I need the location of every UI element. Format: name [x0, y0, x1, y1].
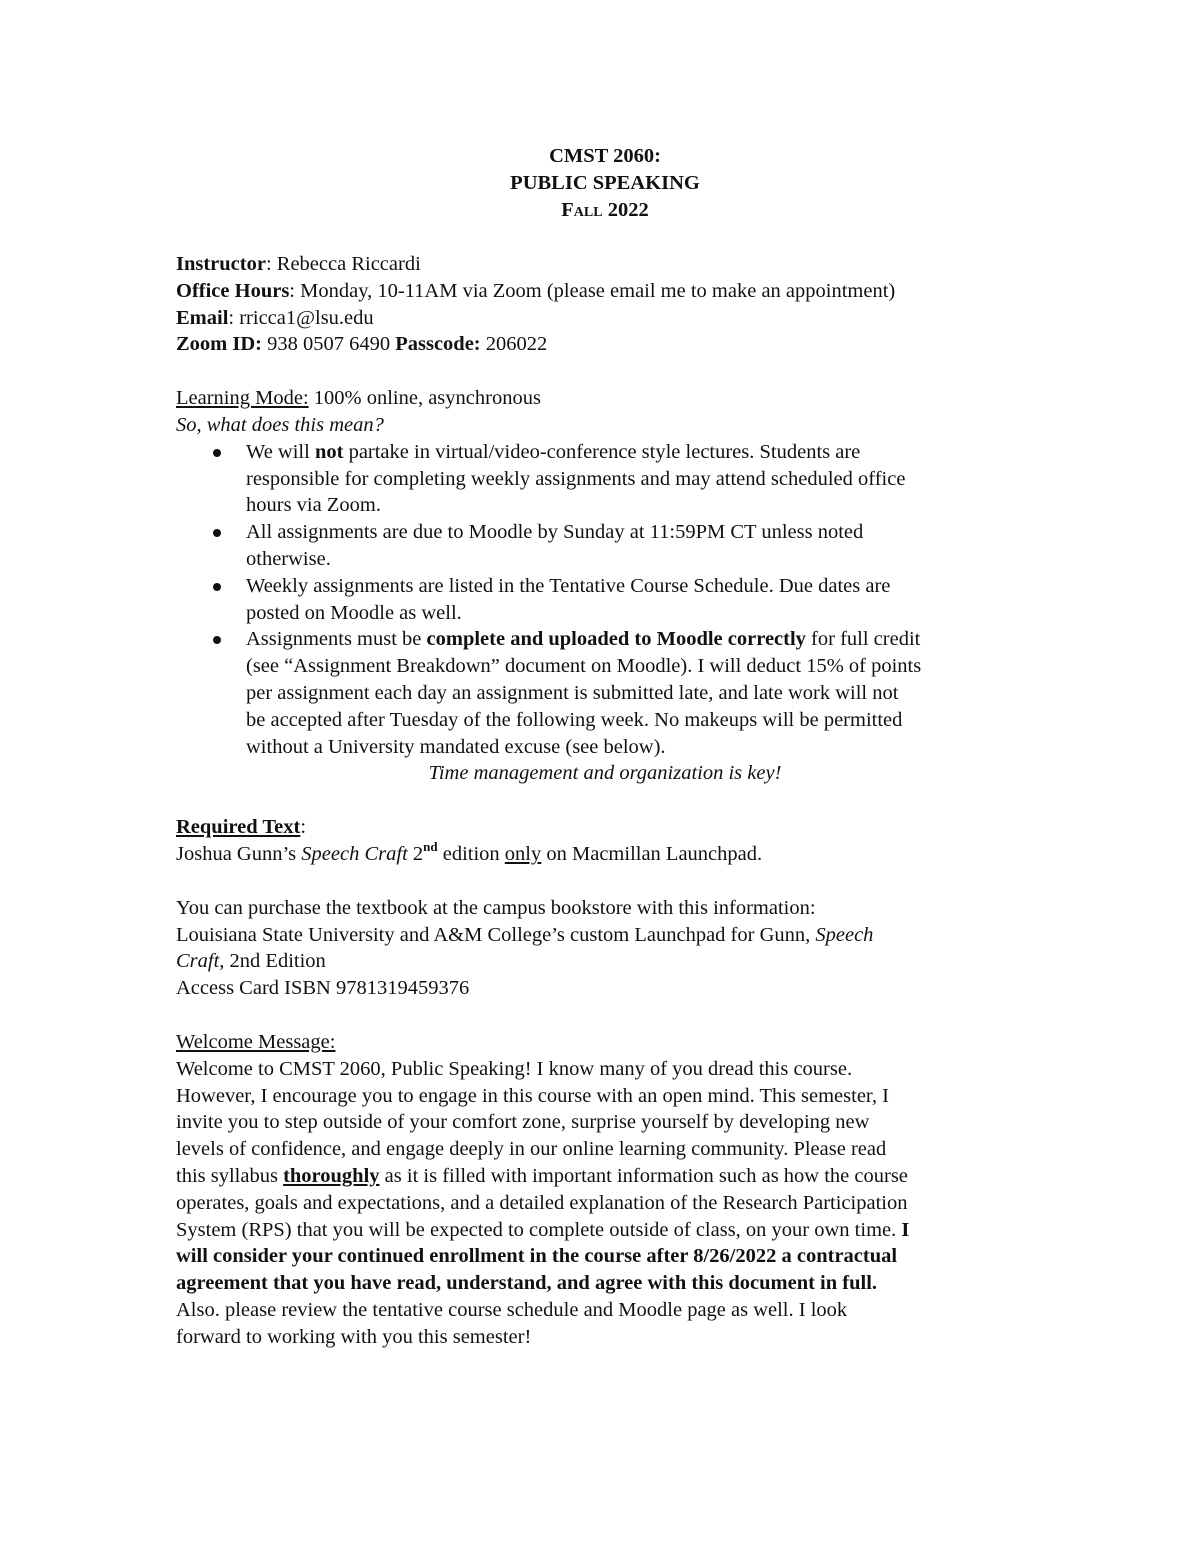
welcome-line: However, I encourage you to engage in this course with an open mind. This semester, I — [176, 1084, 890, 1107]
purchase-info-line — [176, 948, 1034, 975]
learning-mode-question: So, what does this mean? — [176, 413, 384, 436]
spacer — [176, 787, 1034, 814]
heading-colon: : — [300, 816, 307, 839]
list-item-line: All assignments are due to Moodle by Sunday at 11:59PM CT unless noted — [246, 521, 864, 544]
welcome-line-bold: agreement that you have read, understand, and agree with this document in full. — [176, 1272, 878, 1295]
learning-mode-section — [176, 385, 1034, 787]
textbook-edition-suffix: nd — [423, 839, 438, 855]
zoom-label: Zoom ID: — [176, 333, 262, 356]
welcome-line: Also. please review the tentative course schedule and Moodle page as well. I look — [176, 1298, 848, 1321]
purchase-info-line — [176, 922, 1034, 949]
purchase-info-title: Craft — [176, 950, 220, 973]
spacer — [176, 224, 1034, 251]
welcome-text: this syllabus — [176, 1164, 284, 1187]
list-item-text: We will — [246, 440, 315, 463]
bullet-icon — [213, 583, 221, 591]
spacer — [176, 1002, 1034, 1029]
list-item — [176, 519, 1034, 573]
required-text-label: Required Text — [176, 816, 301, 839]
textbook-text: edition — [437, 842, 505, 865]
textbook-only: only — [504, 842, 542, 865]
list-item-line: otherwise. — [246, 547, 331, 570]
spacer — [176, 358, 1034, 385]
instructor-label: Instructor — [176, 253, 266, 275]
list-item-line: posted on Moodle as well. — [246, 601, 462, 624]
learning-mode-list — [176, 439, 1034, 761]
welcome-line — [176, 1163, 1034, 1190]
list-item-line — [246, 439, 1034, 466]
purchase-info-text: , 2nd Edition — [219, 950, 326, 973]
list-item-emphasis: not — [314, 440, 344, 463]
list-item — [176, 573, 1034, 627]
spacer — [176, 868, 1034, 895]
welcome-line: operates, goals and expectations, and a detailed explanation of the Research Participation — [176, 1191, 908, 1214]
list-item-line: without a University mandated excuse (see below). — [246, 735, 666, 758]
welcome-heading: Welcome Message: — [176, 1030, 336, 1053]
list-item-text: for full credit — [805, 628, 921, 651]
learning-mode-value: 100% online, asynchronous — [308, 387, 541, 410]
list-item-line: (see “Assignment Breakdown” document on Moodle). I will deduct 15% of points — [246, 655, 922, 678]
list-item-emphasis: complete and uploaded to Moodle correctly — [426, 628, 806, 651]
list-item-text: Assignments must be — [246, 628, 427, 651]
office-hours-label: Office Hours — [176, 279, 290, 302]
instructor-line — [176, 251, 1034, 278]
list-item-line: hours via Zoom. — [246, 494, 381, 517]
list-item-line: Weekly assignments are listed in the Tentative Course Schedule. Due dates are — [246, 574, 891, 597]
email-line — [176, 305, 1034, 332]
textbook-line — [176, 841, 1034, 868]
tagline: Time management and organization is key! — [428, 762, 782, 785]
purchase-info-text: Louisiana State University and A&M College’s custom Launchpad for Gunn, — [176, 923, 816, 946]
passcode-label: Passcode: — [395, 333, 481, 356]
passcode-value: 206022 — [480, 333, 548, 356]
bullet-icon — [213, 636, 221, 644]
contact-block — [176, 251, 1034, 358]
learning-mode-line — [176, 385, 1034, 412]
purchase-info-title: Speech — [815, 923, 874, 946]
office-hours-line — [176, 278, 1034, 305]
list-item-line: responsible for completing weekly assignments and may attend scheduled office — [246, 467, 906, 490]
welcome-text: System (RPS) that you will be expected to complete outside of class, on your own time. — [176, 1218, 902, 1241]
course-name: PUBLIC SPEAKING — [510, 172, 700, 194]
course-code: CMST 2060: — [549, 145, 661, 167]
welcome-line: levels of confidence, and engage deeply in our online learning community. Please read — [176, 1138, 887, 1161]
learning-mode-label: Learning Mode: — [176, 387, 309, 410]
list-item-text: partake in virtual/video-conference style lectures. Students are — [343, 440, 861, 463]
welcome-line-bold: will consider your continued enrollment in the course after 8/26/2022 a contractual — [176, 1245, 898, 1268]
list-item-line — [246, 626, 1034, 653]
purchase-info-line: You can purchase the textbook at the campus bookstore with this information: — [176, 896, 816, 919]
list-item-line: be accepted after Tuesday of the following week. No makeups will be permitted — [246, 708, 903, 731]
welcome-line: forward to working with you this semester! — [176, 1325, 532, 1348]
zoom-value: 938 0507 6490 — [261, 333, 396, 356]
required-text-section — [176, 814, 1034, 1002]
textbook-text: on Macmillan Launchpad. — [541, 842, 763, 865]
bullet-icon — [213, 449, 221, 457]
welcome-line — [176, 1217, 1034, 1244]
textbook-edition-number: 2 — [407, 842, 424, 865]
welcome-emphasis: I — [901, 1218, 910, 1241]
instructor-value: : Rebecca Riccardi — [265, 253, 421, 275]
zoom-line — [176, 331, 1034, 358]
email-value: : rricca1@lsu.edu — [228, 306, 374, 329]
list-item — [176, 626, 1034, 760]
welcome-line: Welcome to CMST 2060, Public Speaking! I know many of you dread this course. — [176, 1057, 853, 1080]
list-item-line: per assignment each day an assignment is submitted late, and late work will not — [246, 681, 899, 704]
syllabus-content — [176, 143, 1034, 1350]
welcome-emphasis: thoroughly — [283, 1164, 380, 1187]
course-term: Fall 2022 — [561, 199, 649, 221]
welcome-line: invite you to step outside of your comfort zone, surprise yourself by developing new — [176, 1111, 870, 1134]
textbook-title: Speech Craft — [301, 842, 408, 865]
list-item — [176, 439, 1034, 519]
welcome-section — [176, 1029, 1034, 1351]
required-text-heading — [176, 814, 1034, 841]
title-block — [176, 143, 1034, 224]
isbn-line: Access Card ISBN 9781319459376 — [176, 977, 470, 1000]
welcome-text: as it is filled with important information such as how the course — [379, 1164, 908, 1187]
bullet-icon — [213, 529, 221, 537]
textbook-author: Joshua Gunn’s — [176, 842, 302, 865]
email-label: Email — [176, 306, 229, 329]
office-hours-value: : Monday, 10-11AM via Zoom (please email me to make an appointment) — [289, 279, 896, 302]
